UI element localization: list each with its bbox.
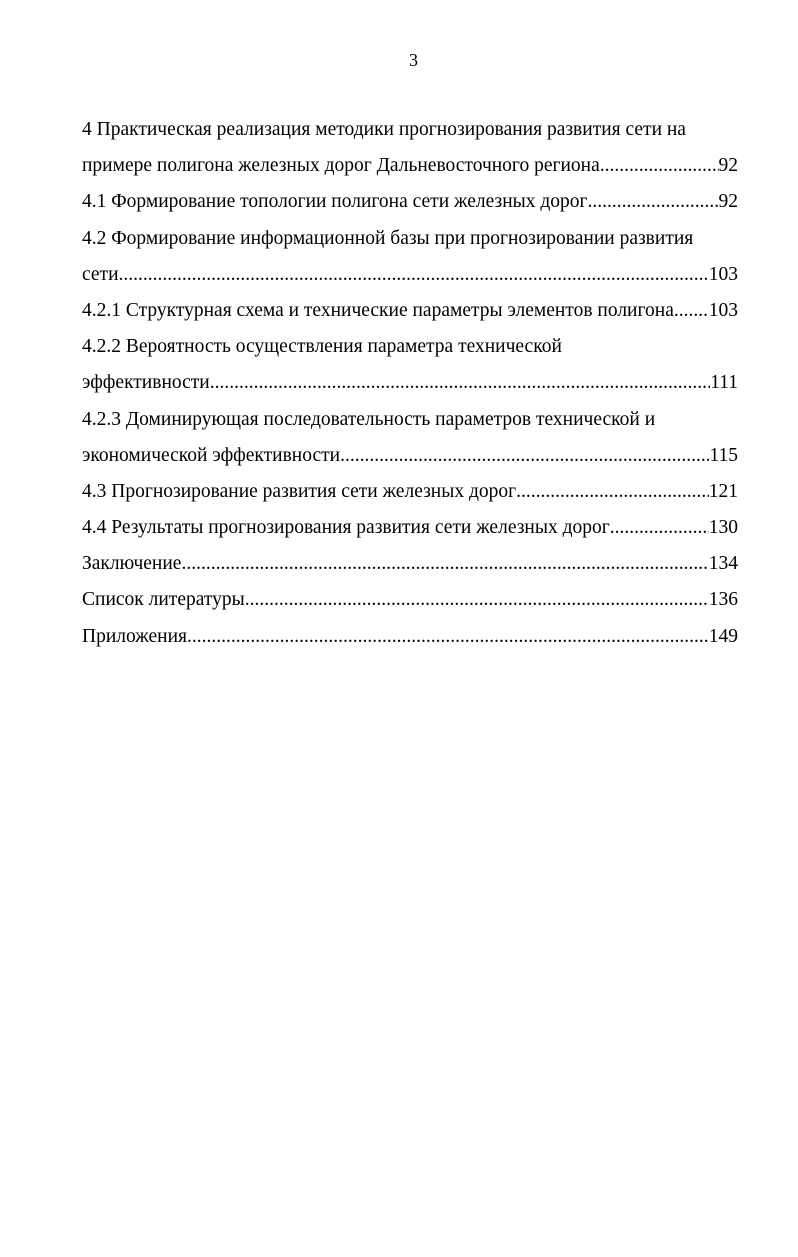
dot-leader — [340, 438, 709, 474]
toc-entry[interactable] — [82, 221, 738, 293]
dot-leader — [245, 582, 709, 618]
dot-leader — [181, 546, 708, 582]
toc-entry[interactable] — [82, 546, 738, 582]
toc-entry-title-line: 4 Практическая реализация методики прогнозирования развития сети на — [82, 119, 686, 140]
toc-entry[interactable] — [82, 112, 738, 184]
dot-leader — [588, 184, 719, 220]
toc-entry-title: 4.4 Результаты прогнозирования развития сети железных дорог — [82, 517, 610, 539]
toc-entry-title-line: 4.2 Формирование информационной базы при прогнозировании развития — [82, 227, 694, 249]
toc-entry-leader-line — [82, 184, 738, 220]
toc-entry-leader-line — [82, 438, 738, 474]
toc-entry[interactable] — [82, 184, 738, 220]
toc-entry-title: Заключение — [82, 553, 182, 575]
toc-entry[interactable] — [82, 619, 738, 655]
toc-entry-page-number: 103 — [708, 263, 738, 285]
dot-leader — [674, 293, 709, 329]
toc-entry-title: 4.1 Формирование топологии полигона сети железных дорог — [82, 191, 588, 213]
toc-entry-leader-line — [82, 365, 738, 401]
toc-entry[interactable] — [82, 402, 738, 474]
dot-leader — [187, 619, 709, 655]
toc-entry-page-number: 111 — [710, 372, 738, 394]
toc-entry-leader-line — [82, 257, 738, 293]
dot-leader — [119, 257, 709, 293]
toc-entry[interactable] — [82, 293, 738, 329]
toc-entry-page-number: 103 — [708, 299, 738, 321]
toc-entry[interactable] — [82, 474, 738, 510]
toc-entry-page-number: 136 — [708, 589, 738, 611]
page-number: 3 — [409, 50, 418, 70]
toc-entry-page-number: 149 — [708, 625, 738, 647]
toc-entry-page-number: 92 — [718, 191, 738, 213]
toc-entry-leader-line — [82, 148, 738, 184]
toc-entry-page-number: 134 — [708, 553, 738, 575]
toc-entry-title: эффективности — [82, 372, 210, 394]
dot-leader — [516, 474, 709, 510]
dot-leader — [610, 510, 709, 546]
toc-entry-leader-line — [82, 293, 738, 329]
toc-entry[interactable] — [82, 582, 738, 618]
toc-entry-leader-line — [82, 619, 738, 655]
dot-leader — [600, 148, 719, 184]
toc-entry-title-line: 4.2.2 Вероятность осуществления параметра технической — [82, 336, 562, 358]
toc-entry[interactable] — [82, 510, 738, 546]
toc-entry-leader-line — [82, 546, 738, 582]
toc-entry-title: Список литературы — [82, 589, 245, 611]
toc-entry[interactable] — [82, 329, 738, 401]
toc-entry-page-number: 121 — [708, 480, 738, 502]
toc-entry-page-number: 92 — [718, 155, 738, 177]
toc-entry-page-number: 115 — [709, 444, 738, 466]
table-of-contents — [82, 112, 738, 655]
toc-entry-leader-line — [82, 474, 738, 510]
toc-entry-title-line: 4.2.3 Доминирующая последовательность параметров технической и — [82, 408, 656, 430]
toc-entry-page-number: 130 — [708, 517, 738, 539]
dot-leader — [210, 365, 710, 401]
toc-entry-title: экономической эффективности — [82, 444, 341, 466]
toc-entry-title: Приложения — [82, 625, 187, 647]
toc-entry-title: 4.3 Прогнозирование развития сети железных дорог — [82, 480, 517, 502]
toc-entry-title: сети — [82, 263, 119, 285]
toc-entry-title: примере полигона железных дорог Дальневосточного региона — [82, 155, 600, 177]
toc-entry-leader-line — [82, 510, 738, 546]
toc-entry-title: 4.2.1 Структурная схема и технические параметры элементов полигона — [82, 299, 674, 321]
toc-entry-leader-line — [82, 582, 738, 618]
